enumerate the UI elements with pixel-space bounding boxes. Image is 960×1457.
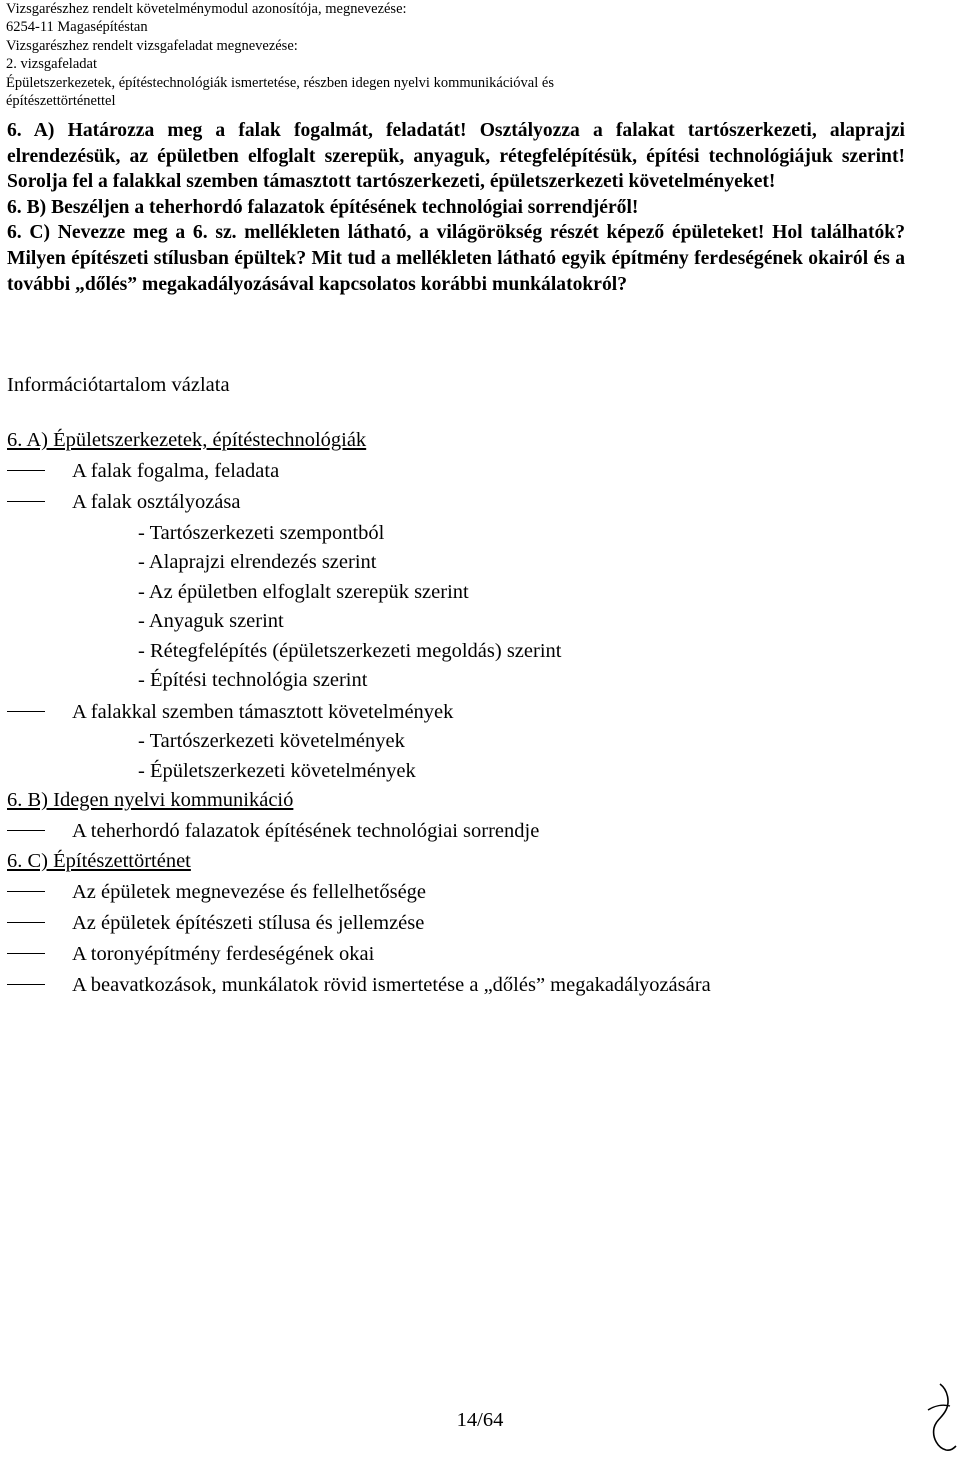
header-module-name: 6254-11 Magasépítéstan (6, 19, 148, 36)
outline-item: Az épületek megnevezése és fellelhetősége (72, 881, 427, 903)
dash-bullet (7, 953, 45, 954)
outline-item: A falak fogalma, feladata (72, 460, 280, 482)
outline-subitem: - Rétegfelépítés (épületszerkezeti megoldás) szerint (138, 640, 562, 662)
outline-item: Az épületek építészeti stílusa és jellemzése (72, 912, 425, 934)
signature-icon (918, 1380, 958, 1455)
dash-bullet (7, 501, 45, 502)
section-c-title: 6. C) Építészettörténet (7, 850, 191, 872)
outline-item: A beavatkozások, munkálatok rövid ismertetése a „dőlés” megakadályozására (72, 974, 711, 996)
outline-item: A teherhordó falazatok építésének technológiai sorrendje (72, 820, 540, 842)
task-description (7, 118, 905, 297)
outline-subitem: - Alaprajzi elrendezés szerint (138, 551, 377, 573)
outline-item: A falakkal szemben támasztott követelmények (72, 701, 454, 723)
task-b: 6. B) Beszéljen a teherhordó falazatok építésének technológiai sorrendjéről! (7, 196, 639, 218)
outline-subitem: - Építési technológia szerint (138, 669, 368, 691)
task-a: 6. A) Határozza meg a falak fogalmát, feladatát! Osztályozza a falakat tartószerkezeti, alaprajzi elrendezésük, az épületben elfoglalt szerepük, anyaguk, rétegfelépítésük, építési technológiájuk szerint! Sorolja fel a falakkal szemben támasztott tartószerkezeti, épületszerkezeti követelményeket! (7, 120, 905, 193)
section-b-title: 6. B) Idegen nyelvi kommunikáció (7, 789, 294, 811)
page-number: 14/64 (456, 1409, 504, 1431)
dash-bullet (7, 984, 45, 985)
dash-bullet (7, 922, 45, 923)
outline-subitem: - Tartószerkezeti szempontból (138, 522, 385, 544)
section-c-heading (7, 849, 191, 873)
outline-item: A falak osztályozása (72, 491, 241, 513)
outline-subitem: - Anyaguk szerint (138, 610, 284, 632)
header-task-title-line2: építészettörténettel (6, 93, 116, 110)
header-task-label: Vizsgarészhez rendelt vizsgafeladat megnevezése: (6, 37, 298, 54)
outline-subitem: - Tartószerkezeti követelmények (138, 730, 405, 752)
outline-subitem: - Épületszerkezeti követelmények (138, 760, 416, 782)
header-module-label: Vizsgarészhez rendelt követelménymodul azonosítója, megnevezése: (6, 1, 407, 17)
dash-bullet (7, 830, 45, 831)
document-header (6, 0, 906, 110)
dash-bullet (7, 470, 45, 471)
dash-bullet (7, 891, 45, 892)
outline-item: A toronyépítmény ferdeségének okai (72, 943, 375, 965)
task-c: 6. C) Nevezze meg a 6. sz. mellékleten látható, a világörökség részét képező épületeket! Hol találhatók? Milyen építészeti stílusban épültek? Mit tud a mellékleten látható egyik építmény ferdeségének okairól és a további „dőlés” megakadályozásával kapcsolatos korábbi munkálatokról? (7, 222, 905, 295)
header-task-title-line1: Épületszerkezetek, építéstechnológiák ismertetése, részben idegen nyelvi kommunikációval és (6, 74, 554, 91)
section-b-heading (7, 788, 293, 812)
outline-subitem: - Az épületben elfoglalt szerepük szerint (138, 581, 469, 603)
outline-title: Információtartalom vázlata (7, 374, 230, 396)
header-task-number: 2. vizsgafeladat (6, 56, 97, 73)
section-a-title: 6. A) Épületszerkezetek, építéstechnológiák (7, 429, 367, 451)
dash-bullet (7, 711, 45, 712)
section-a-heading (7, 428, 366, 452)
